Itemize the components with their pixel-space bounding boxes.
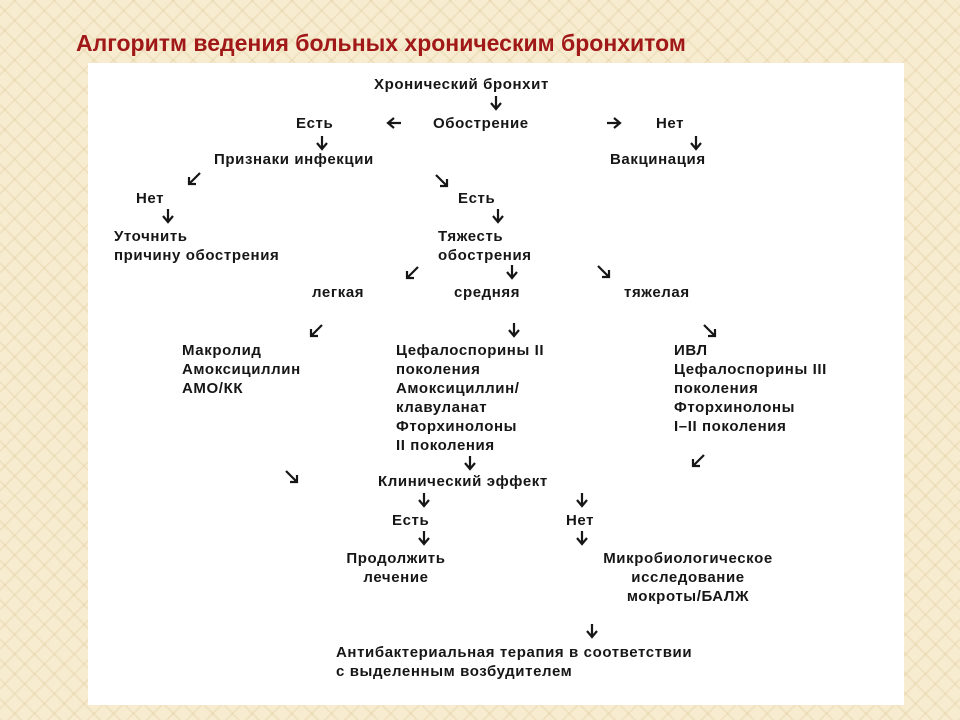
node-exacerbation: Обострение — [433, 115, 529, 132]
node-severity: Тяжесть обострения — [438, 228, 532, 264]
node-vaccination: Вакцинация — [610, 151, 706, 168]
diagram-panel — [88, 63, 904, 705]
arrow-down-left-icon — [308, 323, 324, 339]
arrow-down-icon — [314, 135, 330, 151]
arrow-down-icon — [416, 530, 432, 546]
arrow-right-icon — [606, 115, 622, 131]
node-moderate-treatment: Цефалоспорины II поколения Амоксициллин/ клавуланат Фторхинолоны II поколения — [396, 342, 545, 454]
arrow-down-icon — [506, 322, 522, 338]
arrow-down-left-icon — [690, 453, 706, 469]
node-mild-treatment: Макролид Амоксициллин АМО/КК — [182, 342, 301, 397]
node-severity-mild: легкая — [312, 284, 365, 301]
arrow-down-icon — [416, 492, 432, 508]
node-severity-moderate: средняя — [454, 284, 521, 301]
arrow-down-right-icon — [702, 323, 718, 339]
arrow-down-right-icon — [434, 173, 450, 189]
arrow-down-icon — [584, 623, 600, 639]
arrow-down-right-icon — [284, 469, 300, 485]
node-microbiological-study: Микробиологическое исследование мокроты/БАЛЖ — [603, 550, 773, 605]
arrow-down-icon — [488, 95, 504, 111]
node-infection-no: Нет — [136, 190, 165, 207]
node-severity-severe: тяжелая — [624, 284, 690, 301]
arrow-down-icon — [574, 492, 590, 508]
node-clarify-cause: Уточнить причину обострения — [114, 228, 280, 264]
arrow-down-right-icon — [596, 264, 612, 280]
node-chronic-bronchitis: Хронический бронхит — [374, 76, 549, 93]
node-antibacterial-therapy: Антибактериальная терапия в соответствии с выделенным возбудителем — [336, 644, 693, 680]
node-continue-treatment: Продолжить лечение — [346, 550, 446, 586]
slide-title: Алгоритм ведения больных хроническим бронхитом — [76, 30, 686, 56]
arrow-down-icon — [574, 530, 590, 546]
node-infection-signs: Признаки инфекции — [214, 151, 374, 168]
arrow-down-left-icon — [186, 171, 202, 187]
arrow-down-icon — [504, 264, 520, 280]
node-effect-yes: Есть — [392, 512, 430, 529]
arrow-down-icon — [462, 455, 478, 471]
node-effect-no: Нет — [566, 512, 595, 529]
arrow-down-icon — [160, 208, 176, 224]
arrow-down-icon — [688, 135, 704, 151]
node-clinical-effect: Клинический эффект — [378, 473, 548, 490]
node-exacerbation-yes: Есть — [296, 115, 334, 132]
arrow-down-left-icon — [404, 265, 420, 281]
node-exacerbation-no: Нет — [656, 115, 685, 132]
arrow-down-icon — [490, 208, 506, 224]
node-severe-treatment: ИВЛ Цефалоспорины III поколения Фторхинолоны I–II поколения — [674, 342, 827, 435]
node-infection-yes: Есть — [458, 190, 496, 207]
arrow-left-icon — [386, 115, 402, 131]
